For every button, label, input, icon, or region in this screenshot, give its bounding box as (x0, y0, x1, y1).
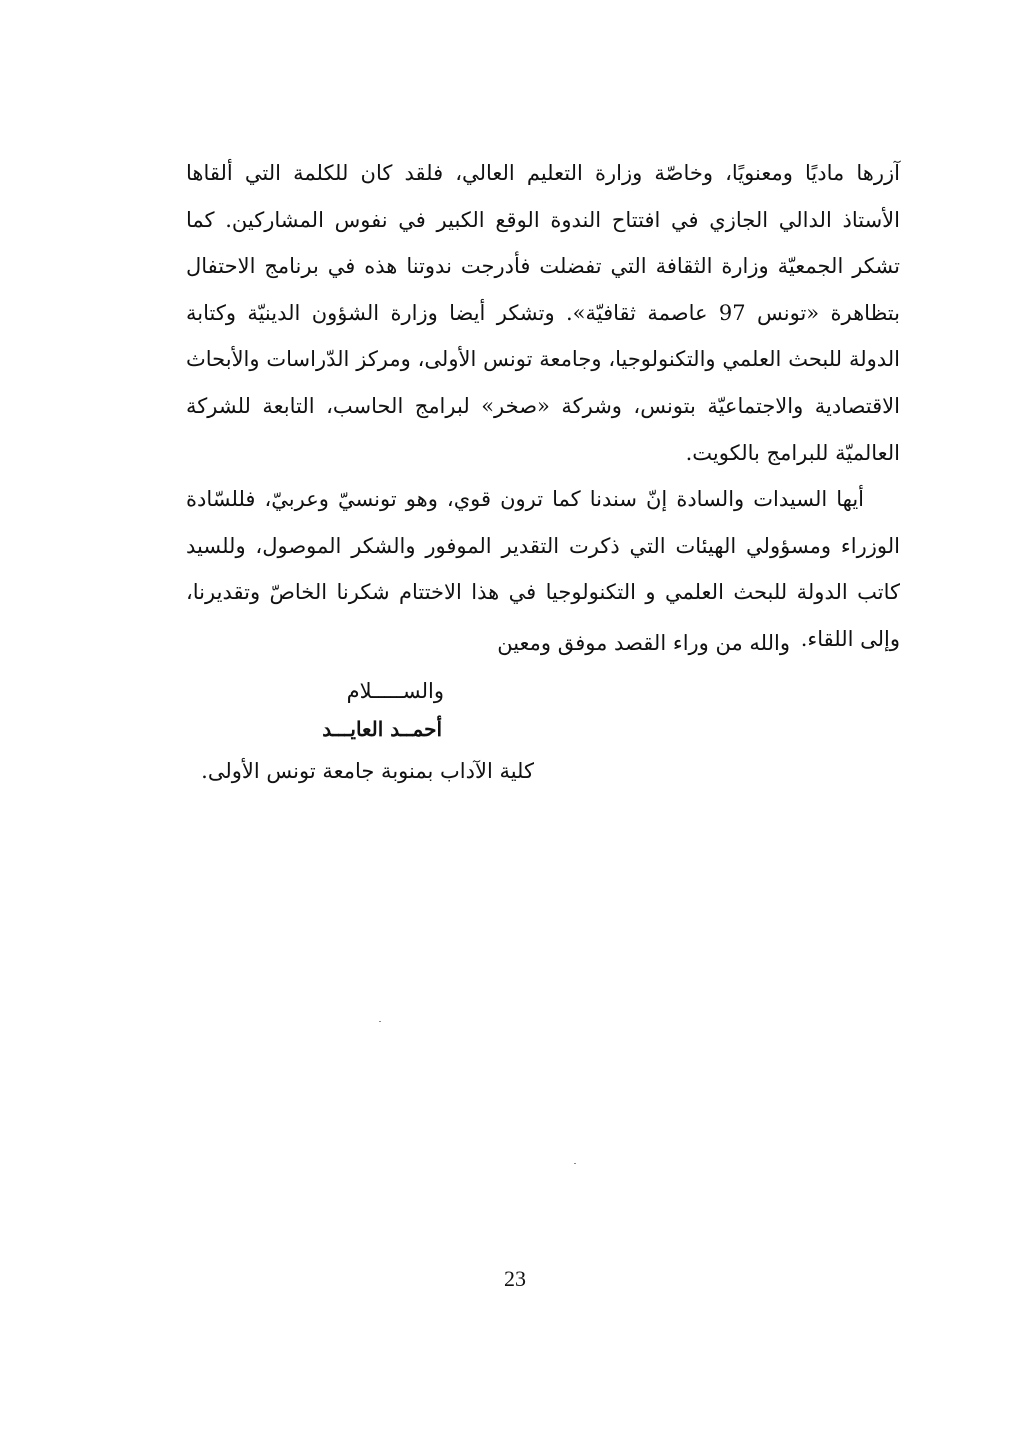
paragraph-closing-remarks: أيها السيدات والسادة إنّ سندنا كما ترون قوي، وهو تونسيّ وعربيّ، فللسّادة الوزراء ومسؤولي الهيئات التي ذكرت التقدير الموفور والشكر الموصول، وللسيد كاتب الدولة للبحث العلمي و التكنولوجيا في هذا الاختتام شكرنا الخاصّ وتقديرنا، وإلى اللقاء. (186, 487, 900, 651)
affiliation: كلية الآداب بمنوبة جامعة تونس الأولى. (201, 759, 534, 783)
closing-line: والله من وراء القصد موفق ومعين (497, 631, 790, 655)
body-text (186, 150, 900, 663)
signature-name: أحمــد العايـــد (322, 717, 442, 741)
salutation: والســـــلام (346, 679, 444, 703)
scan-speck (574, 1163, 576, 1164)
paragraph-acknowledgements: آزرها ماديًا ومعنويًا، وخاصّة وزارة التعليم العالي، فلقد كان للكلمة التي ألقاها الأستاذ الدالي الجازي في افتتاح الندوة الوقع الكبير في نفوس المشاركين. كما تشكر الجمعيّة وزارة الثقافة التي تفضلت فأدرجت ندوتنا هذه في برنامج الاحتفال بتظاهرة «تونس 97 عاصمة ثقافيّة». وتشكر أيضا وزارة الشؤون الدينيّة وكتابة الدولة للبحث العلمي والتكنولوجيا، وجامعة تونس الأولى، ومركز الدّراسات والأبحاث الاقتصادية والاجتماعيّة بتونس، وشركة «صخر» لبرامج الحاسب، التابعة للشركة العالميّة للبرامج بالكويت. (186, 161, 900, 465)
scan-speck (379, 1021, 381, 1022)
page-number: 23 (504, 1266, 526, 1291)
